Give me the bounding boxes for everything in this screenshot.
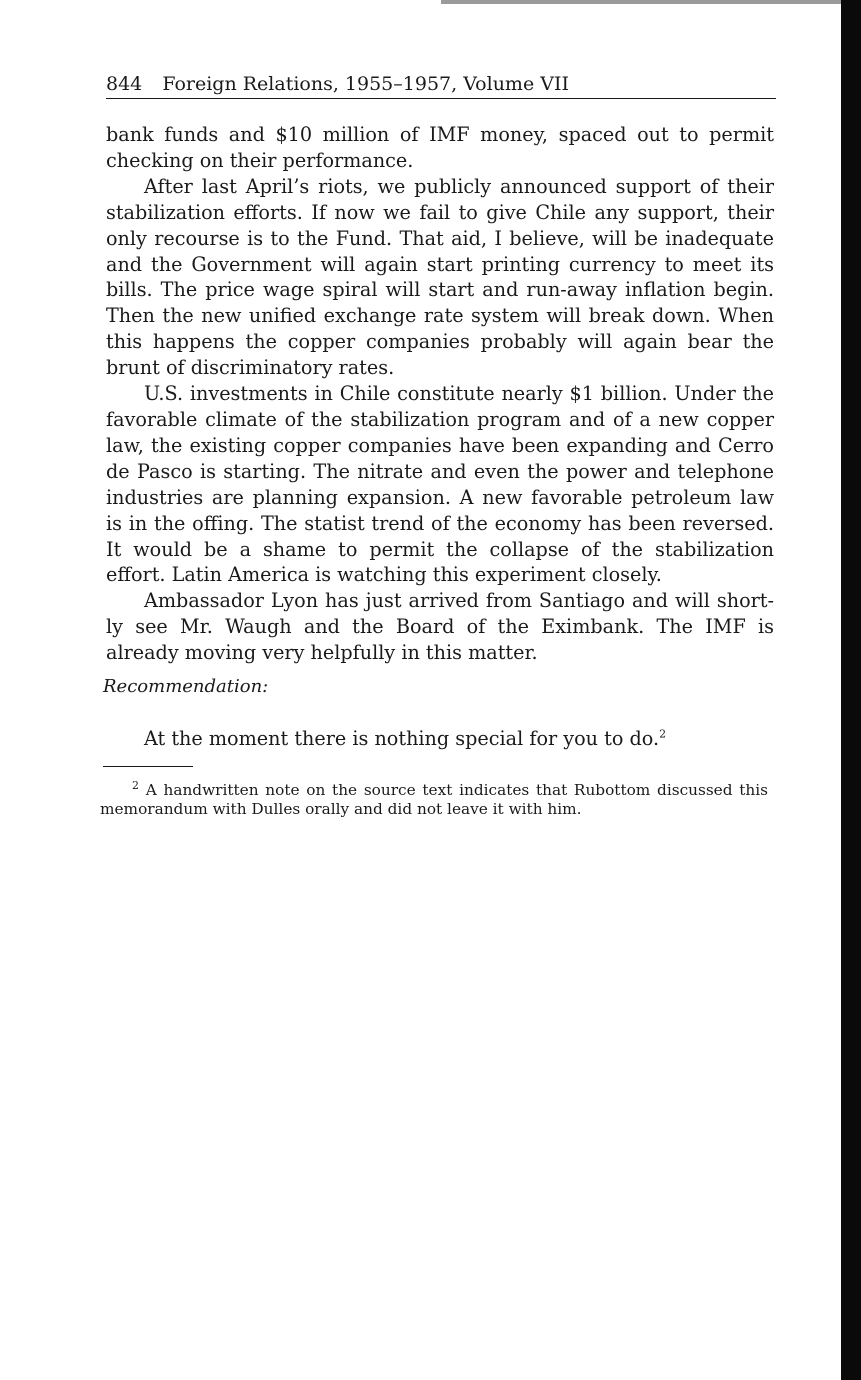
- footnote-rule: [103, 766, 193, 767]
- running-header: [106, 72, 776, 99]
- footnote: [100, 778, 768, 819]
- paragraph-continued: bank funds and $10 million of IMF money, spaced out to permit checking on their performance.: [106, 123, 774, 172]
- footnote-marker: 2: [132, 778, 139, 792]
- paragraph: Ambassador Lyon has just arrived from Santiago and will shortly see Mr. Waugh and the Board of the Eximbank. The IMF is already moving very helpfully in this matter.: [106, 589, 774, 665]
- paragraph: U.S. investments in Chile constitute nearly $1 billion. Under the favorable climate of the stabilization program and of a new copper law, the existing copper companies have been expanding and Cerro de Pasco is starting. The nitrate and even the power and telephone industries are planning expansion. A new favorable petroleum law is in the offing. The statist trend of the economy has been reversed. It would be a shame to permit the collapse of the stabilization effort. Latin America is watching this experiment closely.: [106, 382, 774, 587]
- scan-edge-top: [441, 0, 861, 4]
- footnote-text: A handwritten note on the source text indicates that Rubottom discussed this memorandum with Dulles orally and did not leave it with him.: [100, 781, 768, 818]
- recommendation-text: [144, 726, 666, 752]
- paragraph: After last April’s riots, we publicly announced support of their stabilization efforts. If now we fail to give Chile any support, their only recourse is to the Fund. That aid, I believe, will be inadequate and the Government will again start printing currency to meet its bills. The price wage spiral will start and run-away inflation begin. Then the new unified exchange rate system will break down. When this happens the copper companies probably will again bear the brunt of discriminatory rates.: [106, 174, 774, 380]
- body-text: [106, 122, 774, 666]
- page-number: 844: [106, 73, 143, 95]
- recommendation-label: Recommendation:: [103, 676, 269, 697]
- recommendation-sentence: At the moment there is nothing special for you to do.: [144, 727, 660, 750]
- scan-edge-right: [841, 0, 861, 1380]
- footnote-reference[interactable]: 2: [659, 727, 667, 741]
- running-title: Foreign Relations, 1955–1957, Volume VII: [162, 73, 569, 95]
